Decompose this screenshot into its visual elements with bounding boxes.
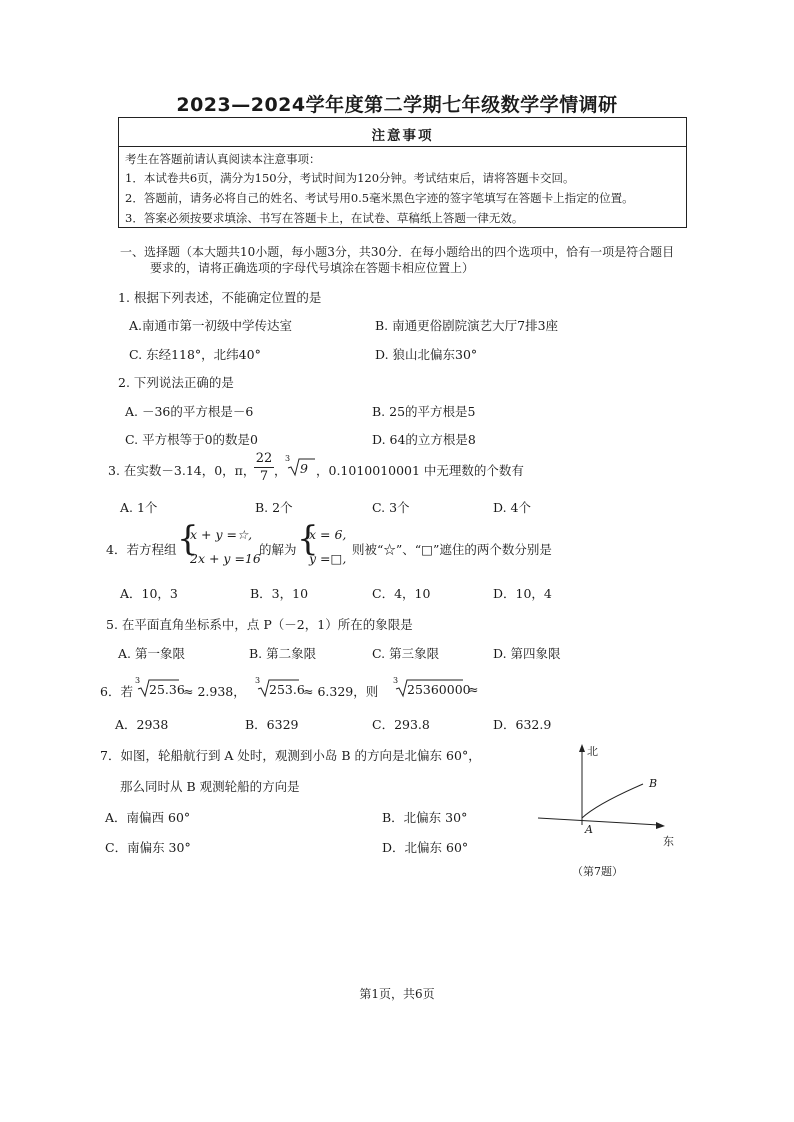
notice-divider: [119, 146, 686, 147]
fraction-bar: [254, 467, 274, 468]
fraction-denominator: 7: [259, 469, 269, 484]
q3-option-b: B. 2个: [255, 500, 293, 515]
question-7-stem: 7．如图，轮船航行到 A 处时，观测到小岛 B 的方向是北偏东 60°，: [100, 748, 481, 763]
q6-option-b: B．6329: [245, 717, 299, 732]
root-index: 3: [135, 676, 141, 685]
notice-line: 考生在答题前请认真阅读本注意事项：: [125, 152, 321, 166]
q1-option-a: A.南通市第一初级中学传达室: [129, 318, 293, 333]
point-a-label: A: [585, 823, 593, 836]
left-brace: {: [177, 519, 199, 559]
question-1-stem: 1. 根据下列表述，不能确定位置的是: [118, 290, 322, 305]
q7-option-a: A．南偏西 60°: [105, 810, 191, 825]
point-b-label: B: [649, 777, 658, 790]
question-3-stem-end: ，0.1010010001 中无理数的个数有: [316, 463, 524, 478]
solution-1: x = 6,: [309, 527, 347, 542]
root-index: 3: [393, 676, 399, 685]
notice-box: [118, 117, 687, 228]
q5-option-d: D. 第四象限: [493, 646, 561, 661]
q5-option-b: B. 第二象限: [249, 646, 317, 661]
east-label: 东: [663, 835, 674, 848]
q4-option-b: B．3，10: [250, 586, 309, 601]
fraction-numerator: 22: [255, 451, 273, 466]
north-label: 北: [587, 745, 598, 758]
page-number: 第1页，共6页: [359, 987, 435, 1001]
q6-option-c: C．293.8: [372, 717, 430, 732]
q7-option-c: C．南偏东 30°: [105, 840, 191, 855]
fraction-22-7: [254, 451, 274, 484]
exam-title: 2023—2024学年度第二学期七年级数学学情调研: [176, 94, 618, 116]
notice-line: 1．本试卷共6页，满分为150分，考试时间为120分钟。考试结束后，请将答题卡交回。: [125, 171, 575, 185]
equation-2: 2x + y =16: [190, 551, 261, 566]
notice-line: 3．答案必须按要求填涂、书写在答题卡上，在试卷、草稿纸上答题一律无效。: [125, 211, 524, 225]
equation-1: x + y =☆,: [190, 527, 253, 542]
q2-option-a: A. －36的平方根是－6: [125, 404, 254, 419]
solution-2: y =□,: [309, 551, 347, 566]
root-index: 3: [285, 454, 291, 463]
east-arrowhead: [656, 822, 665, 829]
q5-option-a: A. 第一象限: [118, 646, 185, 661]
section-instructions: 一、选择题（本大题共10小题，每小题3分，共30分．在每小题给出的四个选项中，恰有一项是符合题目: [120, 245, 675, 259]
q2-option-b: B. 25的平方根是5: [372, 404, 476, 419]
root-radicand: 253.6: [269, 682, 305, 697]
root-radicand: 25.36: [149, 682, 185, 697]
q6-option-a: A．2938: [115, 717, 169, 732]
approx-value: ≈ 2.938，: [183, 684, 246, 699]
q5-option-c: C. 第三象限: [372, 646, 440, 661]
notice-title: 注意事项: [371, 128, 434, 144]
line-ab: [582, 784, 643, 818]
q2-option-c: C. 平方根等于0的数是0: [125, 432, 258, 447]
notice-line: 2．答题前，请务必将自己的姓名、考试号用0.5毫米黑色字迹的签字笔填写在答题卡上指定的位置。: [125, 191, 634, 205]
figure-caption: （第7题）: [572, 865, 623, 878]
direction-diagram: [535, 740, 675, 880]
q3-option-a: A. 1个: [120, 500, 158, 515]
question-4-stem-end: 则被“☆”、“□”遮住的两个数分别是: [352, 542, 552, 557]
north-arrowhead: [579, 744, 585, 752]
question-2-stem: 2. 下列说法正确的是: [118, 375, 234, 390]
root-radicand: 9: [300, 461, 308, 476]
q6-option-d: D．632.9: [493, 717, 552, 732]
question-4-stem: 4．若方程组: [106, 542, 177, 557]
question-3-stem: 3. 在实数－3.14，0，π，: [108, 463, 256, 478]
section-instructions: 要求的，请将正确选项的字母代号填涂在答题卡相应位置上）: [150, 261, 475, 275]
q1-option-b: B. 南通更俗剧院演艺大厅7排3座: [375, 318, 559, 333]
question-7-stem: 那么同时从 B 观测轮船的方向是: [120, 779, 300, 794]
comma: ，: [274, 463, 287, 478]
q3-option-c: C. 3个: [372, 500, 410, 515]
approx-value: ≈: [468, 682, 479, 697]
q7-option-b: B．北偏东 30°: [382, 810, 468, 825]
question-5-stem: 5. 在平面直角坐标系中，点 P（－2，1）所在的象限是: [106, 617, 413, 632]
q4-option-c: C．4，10: [372, 586, 431, 601]
q3-option-d: D. 4个: [493, 500, 531, 515]
direction-diagram-svg: [535, 740, 675, 880]
q2-option-d: D. 64的立方根是8: [372, 432, 476, 447]
q1-option-c: C. 东经118°，北纬40°: [129, 347, 261, 362]
root-index: 3: [255, 676, 261, 685]
question-6-stem: 6．若: [100, 684, 133, 699]
root-radicand: 25360000: [407, 682, 471, 697]
approx-value: ≈ 6.329，则: [303, 684, 379, 699]
question-4-mid: 的解为: [259, 542, 297, 557]
left-brace: {: [297, 519, 319, 559]
q7-option-d: D．北偏东 60°: [382, 840, 469, 855]
east-axis: [538, 818, 659, 825]
q4-option-d: D．10，4: [493, 586, 552, 601]
q1-option-d: D. 狼山北偏东30°: [375, 347, 478, 362]
q4-option-a: A．10，3: [120, 586, 178, 601]
